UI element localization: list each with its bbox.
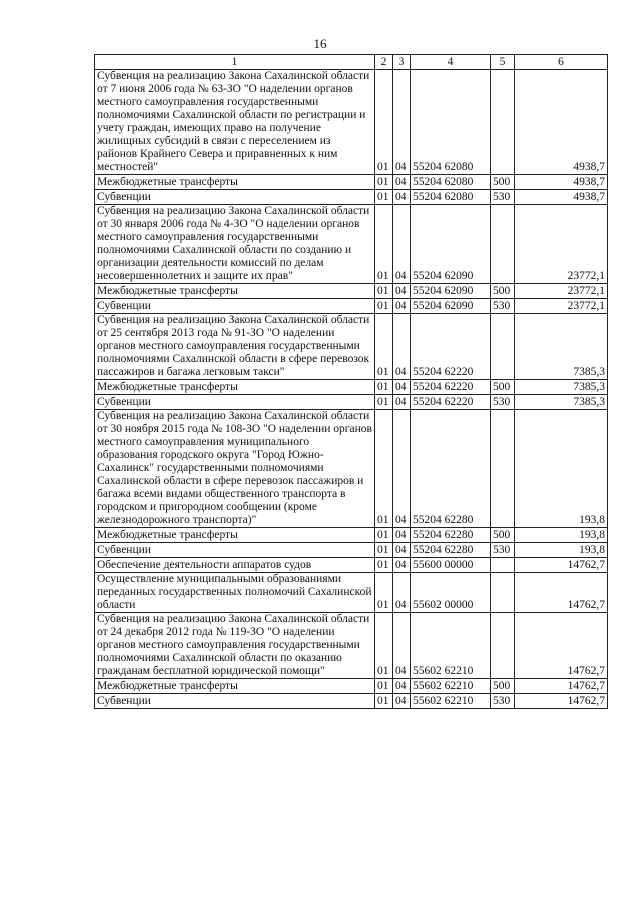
table-row xyxy=(95,205,608,284)
amount-cell: 23772,1 xyxy=(515,205,608,284)
target-article-cell: 55204 62080 xyxy=(411,190,491,205)
subsection-cell: 04 xyxy=(393,679,411,694)
subsection-cell: 04 xyxy=(393,175,411,190)
amount-cell: 4938,7 xyxy=(515,190,608,205)
expense-type-cell: 530 xyxy=(491,395,515,410)
section-cell: 01 xyxy=(375,205,393,284)
amount-cell: 23772,1 xyxy=(515,299,608,314)
row-name-cell: Межбюджетные трансферты xyxy=(95,175,375,190)
section-cell: 01 xyxy=(375,528,393,543)
subsection-cell: 04 xyxy=(393,380,411,395)
amount-cell: 193,8 xyxy=(515,528,608,543)
column-header-3: 3 xyxy=(393,55,411,70)
amount-cell: 7385,3 xyxy=(515,380,608,395)
row-name-cell: Субвенция на реализацию Закона Сахалинской области от 25 сентября 2013 года № 91-ЗО "О наделении органов местного самоуправления государственными полномочиями Сахалинской области в сфере перевозок пассажиров и багажа легковым такси" xyxy=(95,314,375,380)
row-name-cell: Межбюджетные трансферты xyxy=(95,380,375,395)
section-cell: 01 xyxy=(375,380,393,395)
target-article-cell: 55204 62280 xyxy=(411,528,491,543)
table-row xyxy=(95,395,608,410)
subsection-cell: 04 xyxy=(393,299,411,314)
subsection-cell: 04 xyxy=(393,694,411,709)
target-article-cell: 55204 62080 xyxy=(411,70,491,175)
amount-cell: 14762,7 xyxy=(515,694,608,709)
target-article-cell: 55204 62280 xyxy=(411,543,491,558)
section-cell: 01 xyxy=(375,410,393,528)
expense-type-cell: 530 xyxy=(491,190,515,205)
target-article-cell: 55204 62280 xyxy=(411,410,491,528)
expense-type-cell: 500 xyxy=(491,380,515,395)
subsection-cell: 04 xyxy=(393,70,411,175)
table-row xyxy=(95,70,608,175)
amount-cell: 193,8 xyxy=(515,410,608,528)
section-cell: 01 xyxy=(375,70,393,175)
expense-type-cell xyxy=(491,558,515,573)
expense-type-cell: 500 xyxy=(491,175,515,190)
table-row xyxy=(95,314,608,380)
target-article-cell: 55602 62210 xyxy=(411,679,491,694)
target-article-cell: 55204 62090 xyxy=(411,284,491,299)
expense-type-cell: 500 xyxy=(491,679,515,694)
target-article-cell: 55602 00000 xyxy=(411,573,491,613)
target-article-cell: 55600 00000 xyxy=(411,558,491,573)
table-row xyxy=(95,694,608,709)
expense-type-cell: 530 xyxy=(491,543,515,558)
row-name-cell: Субвенции xyxy=(95,543,375,558)
row-name-cell: Субвенции xyxy=(95,395,375,410)
target-article-cell: 55602 62210 xyxy=(411,694,491,709)
table-header-row xyxy=(95,55,608,70)
section-cell: 01 xyxy=(375,314,393,380)
section-cell: 01 xyxy=(375,175,393,190)
target-article-cell: 55204 62090 xyxy=(411,205,491,284)
subsection-cell: 04 xyxy=(393,543,411,558)
amount-cell: 7385,3 xyxy=(515,395,608,410)
subsection-cell: 04 xyxy=(393,190,411,205)
section-cell: 01 xyxy=(375,558,393,573)
expense-type-cell xyxy=(491,205,515,284)
subsection-cell: 04 xyxy=(393,284,411,299)
column-header-5: 5 xyxy=(491,55,515,70)
amount-cell: 23772,1 xyxy=(515,284,608,299)
table-row xyxy=(95,380,608,395)
row-name-cell: Субвенции xyxy=(95,299,375,314)
subsection-cell: 04 xyxy=(393,395,411,410)
section-cell: 01 xyxy=(375,694,393,709)
subsection-cell: 04 xyxy=(393,573,411,613)
expense-type-cell: 500 xyxy=(491,528,515,543)
table-row xyxy=(95,175,608,190)
row-name-cell: Межбюджетные трансферты xyxy=(95,679,375,694)
amount-cell: 7385,3 xyxy=(515,314,608,380)
column-header-6: 6 xyxy=(515,55,608,70)
budget-table xyxy=(94,54,608,709)
expense-type-cell xyxy=(491,314,515,380)
target-article-cell: 55602 62210 xyxy=(411,613,491,679)
row-name-cell: Межбюджетные трансферты xyxy=(95,284,375,299)
table-row xyxy=(95,410,608,528)
expense-type-cell: 530 xyxy=(491,299,515,314)
subsection-cell: 04 xyxy=(393,528,411,543)
page-number: 16 xyxy=(313,36,327,51)
section-cell: 01 xyxy=(375,299,393,314)
row-name-cell: Субвенция на реализацию Закона Сахалинской области от 30 января 2006 года № 4-ЗО "О наделении органов местного самоуправления государственными полномочиями Сахалинской области по созданию и организации деятельности комиссий по делам несовершеннолетних и защите их прав" xyxy=(95,205,375,284)
section-cell: 01 xyxy=(375,190,393,205)
column-header-2: 2 xyxy=(375,55,393,70)
table-row xyxy=(95,558,608,573)
amount-cell: 14762,7 xyxy=(515,573,608,613)
amount-cell: 14762,7 xyxy=(515,613,608,679)
table-row xyxy=(95,613,608,679)
target-article-cell: 55204 62080 xyxy=(411,175,491,190)
column-header-1: 1 xyxy=(95,55,375,70)
subsection-cell: 04 xyxy=(393,314,411,380)
table-row xyxy=(95,573,608,613)
expense-type-cell: 530 xyxy=(491,694,515,709)
subsection-cell: 04 xyxy=(393,410,411,528)
row-name-cell: Субвенция на реализацию Закона Сахалинской области от 7 июня 2006 года № 63-ЗО "О наделении органов местного самоуправления государственными полномочиями Сахалинской области по регистрации и учету граждан, имеющих право на получение жилищных субсидий в связи с переселением из районов Крайнего Севера и приравненных к ним местностей" xyxy=(95,70,375,175)
row-name-cell: Субвенция на реализацию Закона Сахалинской области от 24 декабря 2012 года № 119-ЗО "О наделении органов местного самоуправления государственными полномочиями Сахалинской области по оказанию гражданам бесплатной юридической помощи" xyxy=(95,613,375,679)
row-name-cell: Межбюджетные трансферты xyxy=(95,528,375,543)
section-cell: 01 xyxy=(375,543,393,558)
amount-cell: 4938,7 xyxy=(515,70,608,175)
target-article-cell: 55204 62220 xyxy=(411,395,491,410)
target-article-cell: 55204 62220 xyxy=(411,314,491,380)
row-name-cell: Обеспечение деятельности аппаратов судов xyxy=(95,558,375,573)
row-name-cell: Субвенции xyxy=(95,694,375,709)
row-name-cell: Субвенция на реализацию Закона Сахалинской области от 30 ноября 2015 года № 108-ЗО "О наделении органов местного самоуправления муниципального образования городского округа "Город Южно-Сахалинск" государственными полномочиями Сахалинской области в сфере перевозок пассажиров и багажа всеми видами общественного транспорта в городском и пригородном сообщении (кроме железнодорожного транспорта)" xyxy=(95,410,375,528)
table-row xyxy=(95,543,608,558)
expense-type-cell xyxy=(491,573,515,613)
target-article-cell: 55204 62090 xyxy=(411,299,491,314)
amount-cell: 14762,7 xyxy=(515,679,608,694)
target-article-cell: 55204 62220 xyxy=(411,380,491,395)
subsection-cell: 04 xyxy=(393,205,411,284)
expense-type-cell xyxy=(491,410,515,528)
table-row xyxy=(95,299,608,314)
subsection-cell: 04 xyxy=(393,558,411,573)
table-row xyxy=(95,528,608,543)
section-cell: 01 xyxy=(375,395,393,410)
row-name-cell: Осуществление муниципальными образованиями переданных государственных полномочий Сахалинской области xyxy=(95,573,375,613)
table-row xyxy=(95,190,608,205)
amount-cell: 14762,7 xyxy=(515,558,608,573)
table-row xyxy=(95,679,608,694)
subsection-cell: 04 xyxy=(393,613,411,679)
amount-cell: 193,8 xyxy=(515,543,608,558)
section-cell: 01 xyxy=(375,573,393,613)
row-name-cell: Субвенции xyxy=(95,190,375,205)
section-cell: 01 xyxy=(375,613,393,679)
table-row xyxy=(95,284,608,299)
expense-type-cell xyxy=(491,613,515,679)
column-header-4: 4 xyxy=(411,55,491,70)
section-cell: 01 xyxy=(375,284,393,299)
section-cell: 01 xyxy=(375,679,393,694)
expense-type-cell xyxy=(491,70,515,175)
amount-cell: 4938,7 xyxy=(515,175,608,190)
expense-type-cell: 500 xyxy=(491,284,515,299)
